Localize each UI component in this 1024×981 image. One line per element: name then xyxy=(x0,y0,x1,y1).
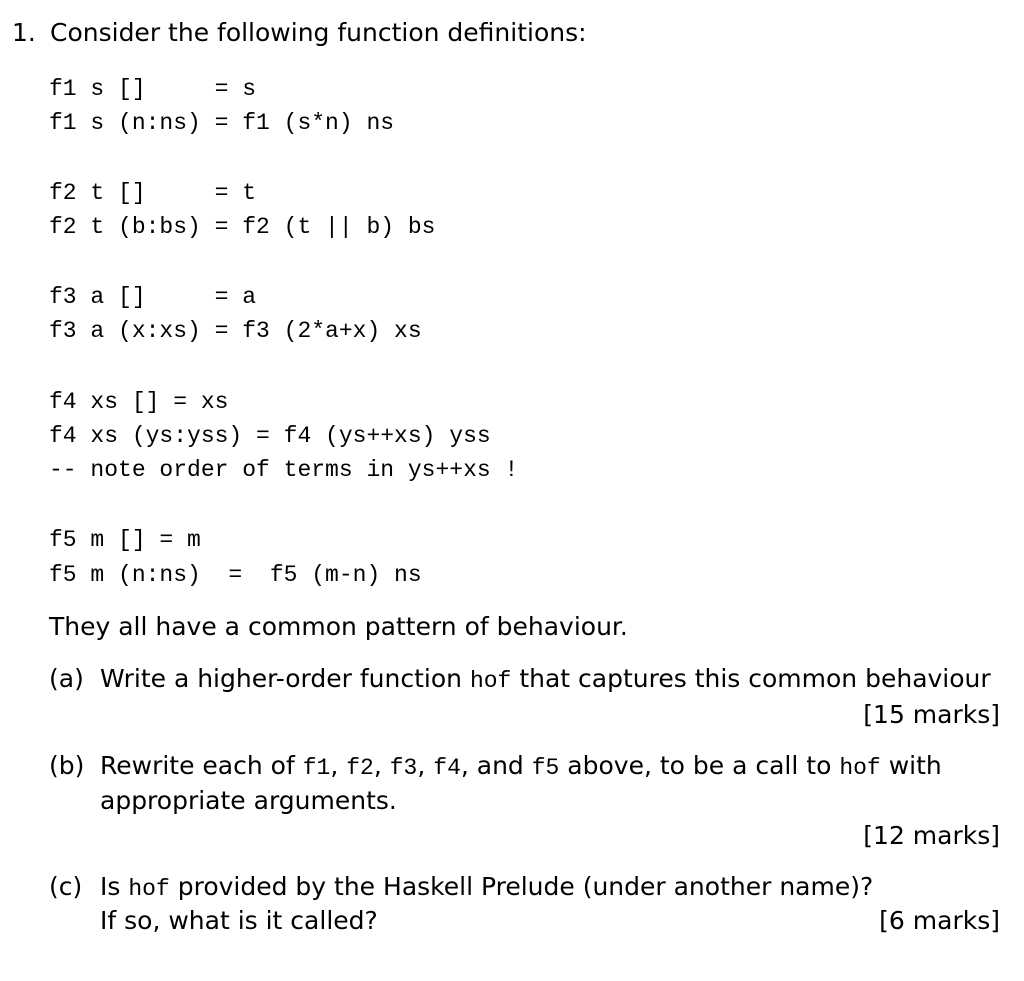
code-line-f5-rec: f5 m (n:ns) = f5 (m-n) ns xyxy=(49,562,422,588)
part-b-text-5: , and xyxy=(460,751,532,780)
code-f1: f1 xyxy=(302,755,331,781)
code-line-f3-rec: f3 a (x:xs) = f3 (2*a+x) xs xyxy=(49,318,422,344)
code-comment-f4: -- note order of terms in ys++xs ! xyxy=(49,457,519,483)
part-c-text-2: provided by the Haskell Prelude (under another name)? xyxy=(169,872,874,901)
part-b-text-line2: appropriate arguments. xyxy=(100,786,397,815)
part-b-label: (b) xyxy=(49,751,85,780)
part-c-text-line2: If so, what is it called? xyxy=(100,906,378,935)
pattern-statement: They all have a common pattern of behaviour. xyxy=(49,612,628,641)
code-line-f1-base: f1 s [] = s xyxy=(49,76,257,102)
question-heading xyxy=(12,16,587,50)
part-b-text-1: Rewrite each of xyxy=(100,751,303,780)
code-f5: f5 xyxy=(531,755,560,781)
code-line-f4-base: f4 xs [] = xs xyxy=(49,389,229,415)
question-number: 1. xyxy=(12,18,36,47)
code-line-f1-rec: f1 s (n:ns) = f1 (s*n) ns xyxy=(49,110,395,136)
part-b-text-2: , xyxy=(330,751,347,780)
part-c-text-1: Is xyxy=(100,872,129,901)
part-b-marks: [12 marks] xyxy=(863,821,1000,850)
part-a-text xyxy=(100,662,991,698)
part-a-label: (a) xyxy=(49,664,84,693)
part-a-text-1: Write a higher-order function xyxy=(100,664,470,693)
code-f4: f4 xyxy=(433,755,461,781)
code-line-f2-rec: f2 t (b:bs) = f2 (t || b) bs xyxy=(49,214,436,240)
part-c xyxy=(0,870,1024,940)
part-c-label: (c) xyxy=(49,872,83,901)
part-b-text-6: above, to be a call to xyxy=(559,751,840,780)
question-intro: Consider the following function definitions: xyxy=(50,18,587,47)
code-hof: hof xyxy=(839,755,881,781)
part-c-text xyxy=(100,870,873,906)
part-b xyxy=(0,749,1024,854)
part-a-text-2: that captures this common behaviour xyxy=(511,664,991,693)
code-f2: f2 xyxy=(346,755,374,781)
part-b-text-4: , xyxy=(417,751,434,780)
code-line-f5-base: f5 m [] = m xyxy=(49,527,201,553)
part-b-text xyxy=(100,749,942,785)
code-line-f4-rec: f4 xs (ys:yss) = f4 (ys++xs) yss xyxy=(49,423,491,449)
code-hof: hof xyxy=(128,876,170,902)
code-line-f2-base: f2 t [] = t xyxy=(49,180,257,206)
part-b-text-3: , xyxy=(373,751,390,780)
part-b-text-7: with xyxy=(880,751,942,780)
code-line-f3-base: f3 a [] = a xyxy=(49,284,257,310)
code-hof: hof xyxy=(469,668,512,694)
code-f3: f3 xyxy=(389,755,418,781)
part-c-marks: [6 marks] xyxy=(879,906,1000,935)
part-a-marks: [15 marks] xyxy=(863,700,1000,729)
part-a xyxy=(0,662,1024,732)
